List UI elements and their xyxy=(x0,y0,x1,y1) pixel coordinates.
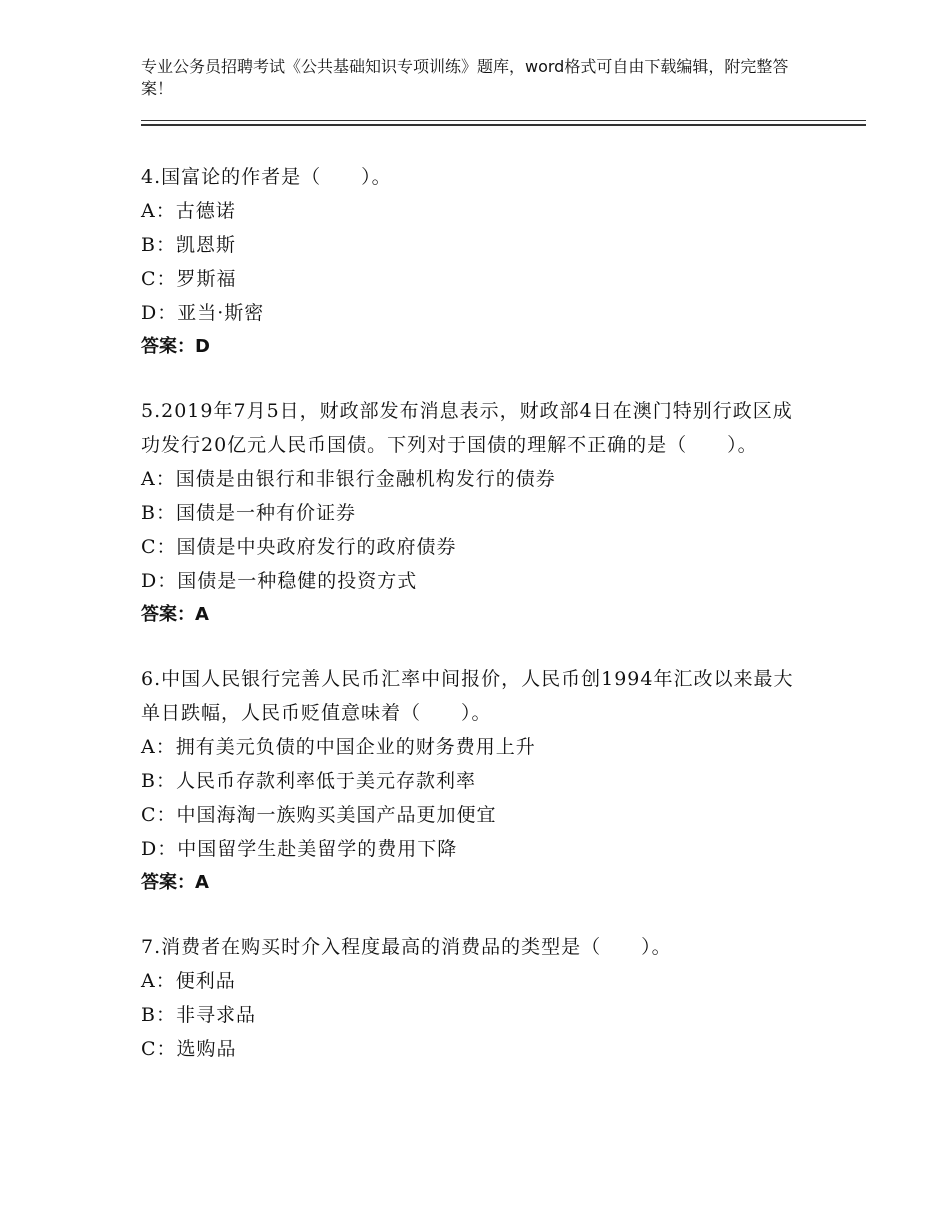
header-rule-thin xyxy=(141,120,866,121)
header-rule-thick xyxy=(141,124,866,126)
option-d: D：亚当·斯密 xyxy=(141,302,265,324)
option-c: C：国债是中央政府发行的政府债券 xyxy=(141,536,457,558)
option-a: A：古德诺 xyxy=(141,200,236,222)
question-7 xyxy=(141,930,811,1066)
option-b: B：凯恩斯 xyxy=(141,234,236,256)
option-b: B：非寻求品 xyxy=(141,1004,256,1026)
option-a: A：便利品 xyxy=(141,970,236,992)
option-c: C：罗斯福 xyxy=(141,268,237,290)
question-6 xyxy=(141,662,811,900)
option-a: A：拥有美元负债的中国企业的财务费用上升 xyxy=(141,736,536,758)
option-b: B：人民币存款利率低于美元存款利率 xyxy=(141,770,476,792)
answer-line: 答案：A xyxy=(141,872,209,893)
option-a: A：国债是由银行和非银行金融机构发行的债券 xyxy=(141,468,556,490)
answer-line: 答案：A xyxy=(141,604,209,625)
option-d: D：国债是一种稳健的投资方式 xyxy=(141,570,418,592)
option-d: D：中国留学生赴美留学的费用下降 xyxy=(141,838,458,860)
question-stem: 7.消费者在购买时介入程度最高的消费品的类型是（ ）。 xyxy=(141,936,672,958)
question-stem: 5.2019年7月5日，财政部发布消息表示，财政部4日在澳门特别行政区成功发行20亿元人民币国债。下列对于国债的理解不正确的是（ ）。 xyxy=(141,400,793,456)
question-list xyxy=(141,160,811,1096)
option-b: B：国债是一种有价证券 xyxy=(141,502,356,524)
option-c: C：中国海淘一族购买美国产品更加便宜 xyxy=(141,804,497,826)
answer-line: 答案：D xyxy=(141,336,210,357)
question-4 xyxy=(141,160,811,364)
question-5 xyxy=(141,394,811,632)
option-c: C：选购品 xyxy=(141,1038,237,1060)
document-header: 专业公务员招聘考试《公共基础知识专项训练》题库，word格式可自由下载编辑，附完整答案！ xyxy=(141,57,789,98)
question-stem: 6.中国人民银行完善人民币汇率中间报价，人民币创1994年汇改以来最大单日跌幅，人民币贬值意味着（ ）。 xyxy=(141,668,794,724)
question-stem: 4.国富论的作者是（ ）。 xyxy=(141,166,392,188)
